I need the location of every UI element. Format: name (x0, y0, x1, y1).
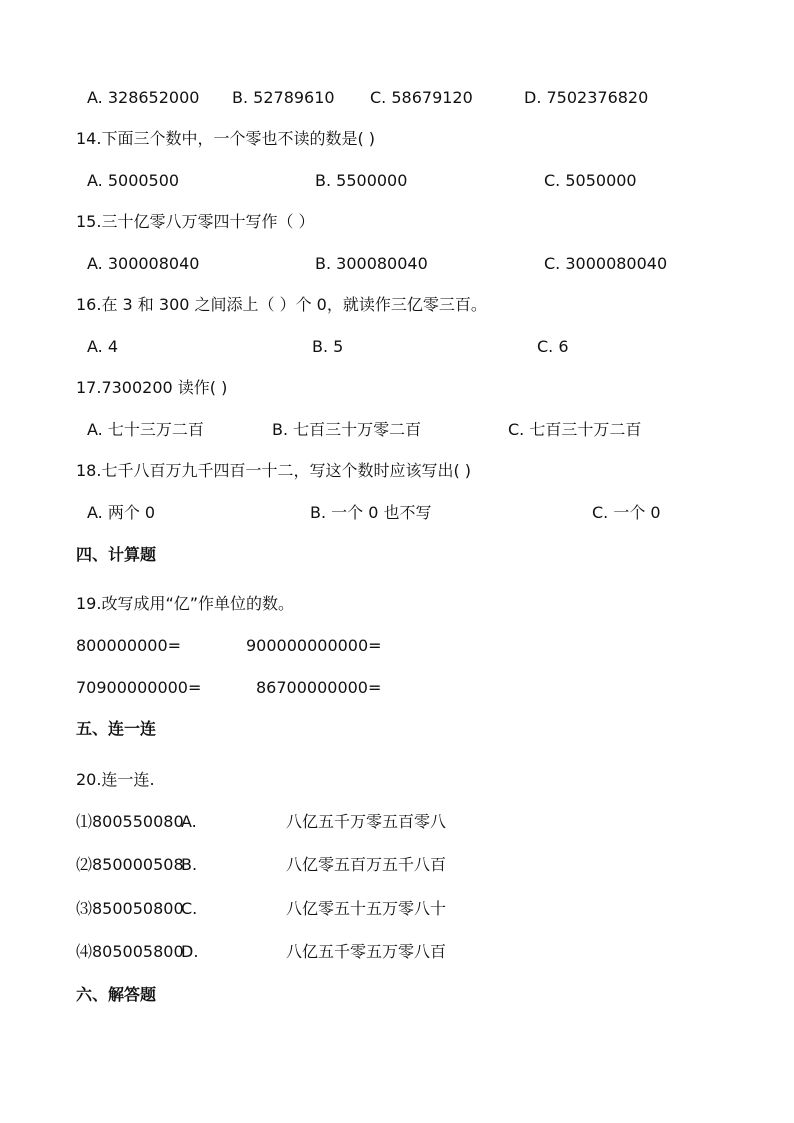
q17-option-a: A. 七十三万二百 (87, 420, 204, 439)
q15-option-c: C. 3000080040 (544, 254, 668, 273)
q20-row-2-number: ⑵850000508 (76, 855, 184, 874)
q19-stem: 19.改写成用“亿”作单位的数。 (76, 594, 295, 613)
q15-stem: 15.三十亿零八万零四十写作（ ） (76, 212, 315, 231)
q20-row-3-reading: 八亿零五十五万零八十 (286, 899, 447, 918)
q13-option-d: D. 7502376820 (524, 88, 649, 107)
q20-row-4-reading: 八亿五千零五万零八百 (286, 942, 447, 961)
q19-item-3: 70900000000= (76, 678, 202, 697)
q19-item-4: 86700000000= (256, 678, 382, 697)
q20-row-1-reading: 八亿五千万零五百零八 (286, 812, 447, 831)
q19-item-1: 800000000= (76, 636, 182, 655)
q17-stem: 17.7300200 读作( ) (76, 378, 228, 397)
q20-row-3-letter: C. (181, 899, 198, 918)
q13-option-c: C. 58679120 (370, 88, 473, 107)
q20-row-3-number: ⑶850050800 (76, 899, 184, 918)
q19-item-2: 900000000000= (246, 636, 382, 655)
section-4-heading: 四、计算题 (76, 545, 157, 564)
q18-option-c: C. 一个 0 (592, 503, 661, 522)
q20-row-1-number: ⑴800550080 (76, 812, 184, 831)
q16-option-b: B. 5 (312, 337, 344, 356)
q14-option-a: A. 5000500 (87, 171, 180, 190)
q15-option-b: B. 300080040 (315, 254, 428, 273)
q18-option-b: B. 一个 0 也不写 (310, 503, 432, 522)
q14-option-c: C. 5050000 (544, 171, 637, 190)
q20-row-4-letter: D. (181, 942, 199, 961)
q17-option-b: B. 七百三十万零二百 (272, 420, 422, 439)
q14-stem: 14.下面三个数中，一个零也不读的数是( ) (76, 129, 376, 148)
q14-option-b: B. 5500000 (315, 171, 408, 190)
q20-row-1-letter: A. (181, 812, 197, 831)
q13-option-a: A. 328652000 (87, 88, 200, 107)
q16-stem: 16.在 3 和 300 之间添上（ ）个 0，就读作三亿零三百。 (76, 295, 487, 314)
q16-option-a: A. 4 (87, 337, 119, 356)
q17-option-c: C. 七百三十万二百 (508, 420, 642, 439)
q13-option-b: B. 52789610 (232, 88, 335, 107)
q20-row-2-letter: B. (181, 855, 198, 874)
q20-row-4-number: ⑷805005800 (76, 942, 184, 961)
q20-row-2-reading: 八亿零五百万五千八百 (286, 855, 447, 874)
q18-stem: 18.七千八百万九千四百一十二，写这个数时应该写出( ) (76, 461, 472, 480)
q20-stem: 20.连一连. (76, 770, 155, 789)
q15-option-a: A. 300008040 (87, 254, 200, 273)
q16-option-c: C. 6 (537, 337, 569, 356)
q18-option-a: A. 两个 0 (87, 503, 156, 522)
section-5-heading: 五、连一连 (76, 719, 157, 738)
section-6-heading: 六、解答题 (76, 985, 157, 1004)
